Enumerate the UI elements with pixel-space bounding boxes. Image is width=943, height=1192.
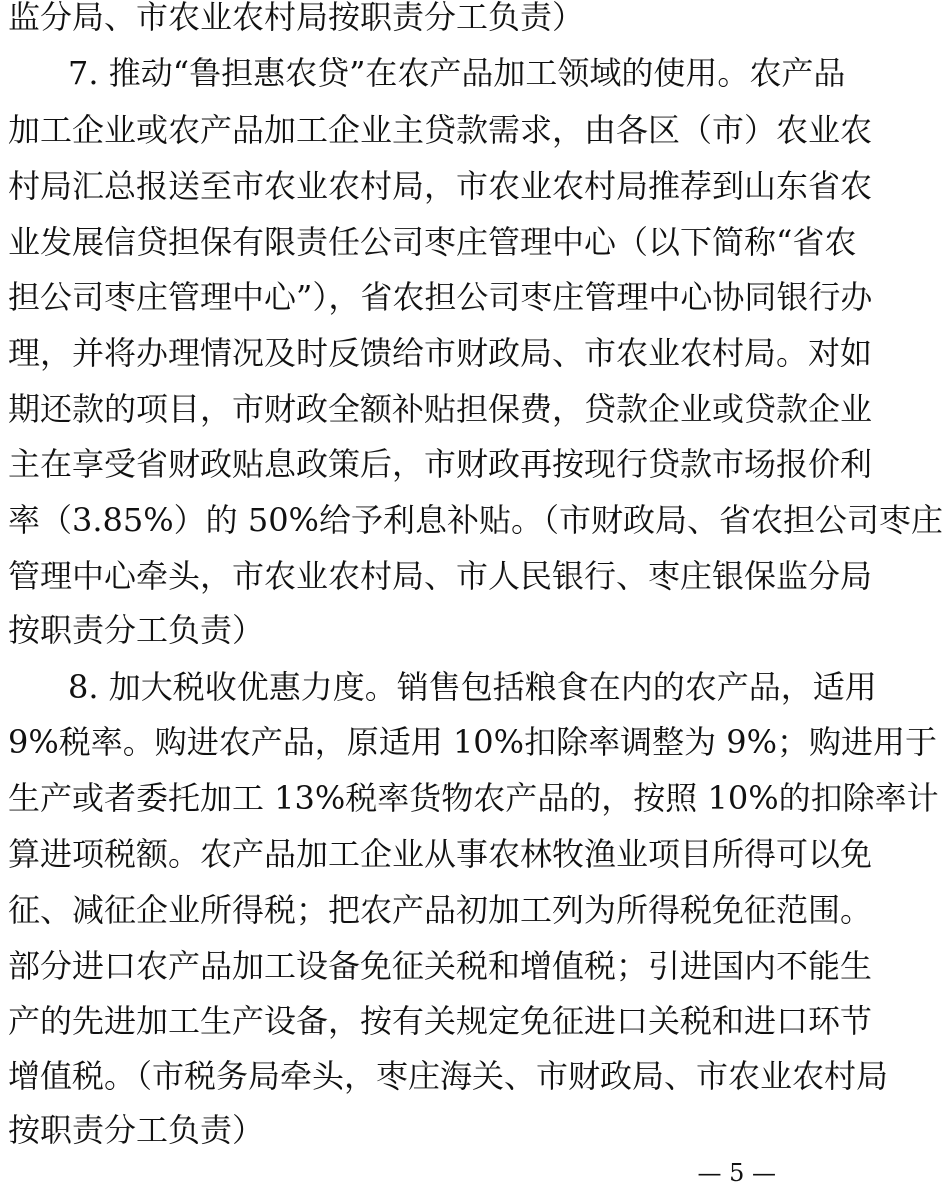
text-line: 主在享受省财政贴息政策后，市财政再按现行贷款市场报价利 xyxy=(8,445,873,483)
page-number: — 5 — xyxy=(697,1159,776,1187)
text-line: 村局汇总报送至市农业农村局，市农业农村局推荐到山东省农 xyxy=(8,167,873,205)
text-line: 7. 推动“鲁担惠农贷”在农产品加工领域的使用。农产品 xyxy=(68,54,846,92)
text-line: 算进项税额。农产品加工企业从事农林牧渔业项目所得可以免 xyxy=(8,835,873,873)
text-line: 部分进口农产品加工设备免征关税和增值税；引进国内不能生 xyxy=(8,947,873,985)
text-line: 监分局、市农业农村局按职责分工负责） xyxy=(8,0,585,36)
text-line: 增值税。（市税务局牵头，枣庄海关、市财政局、市农业农村局 xyxy=(8,1057,889,1095)
text-line: 理，并将办理情况及时反馈给市财政局、市农业农村局。对如 xyxy=(8,334,873,372)
text-line: 9%税率。购进农产品，原适用 10%扣除率调整为 9%；购进用于 xyxy=(8,723,938,761)
text-line: 按职责分工负责） xyxy=(8,611,265,649)
text-line: 期还款的项目，市财政全额补贴担保费，贷款企业或贷款企业 xyxy=(8,390,873,428)
text-line: 8. 加大税收优惠力度。销售包括粮食在内的农产品，适用 xyxy=(68,668,877,706)
text-line: 率（3.85%）的 50%给予利息补贴。（市财政局、省农担公司枣庄 xyxy=(8,501,943,539)
text-line: 业发展信贷担保有限责任公司枣庄管理中心（以下简称“省农 xyxy=(8,223,857,261)
text-line: 加工企业或农产品加工企业主贷款需求，由各区（市）农业农 xyxy=(8,111,873,149)
text-line: 产的先进加工生产设备，按有关规定免征进口关税和进口环节 xyxy=(8,1002,873,1040)
text-line: 按职责分工负责） xyxy=(8,1111,265,1149)
text-line: 生产或者委托加工 13%税率货物农产品的，按照 10%的扣除率计 xyxy=(8,779,939,817)
text-line: 担公司枣庄管理中心”），省农担公司枣庄管理中心协同银行办 xyxy=(8,278,873,316)
text-line: 管理中心牵头，市农业农村局、市人民银行、枣庄银保监分局 xyxy=(8,557,873,595)
text-line: 征、减征企业所得税；把农产品初加工列为所得税免征范围。 xyxy=(8,891,873,929)
